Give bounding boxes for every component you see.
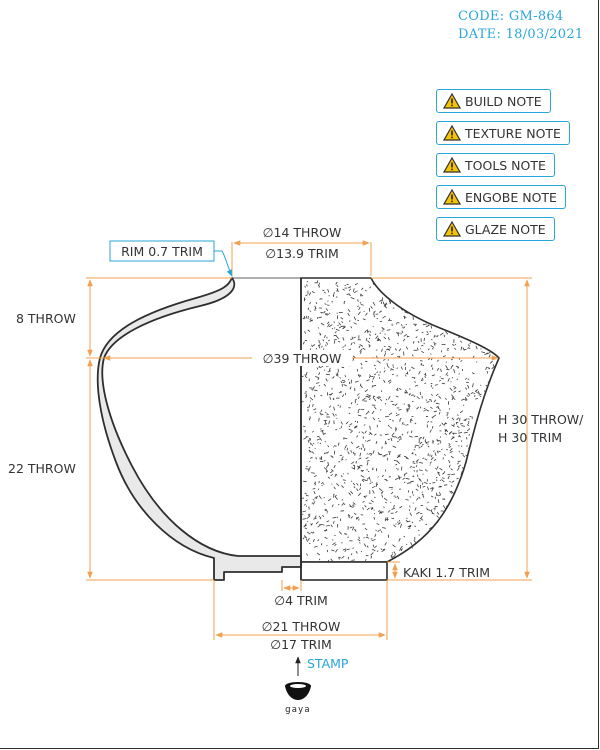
texture-mark — [303, 481, 306, 482]
texture-mark — [319, 340, 320, 343]
foot-height-label: KAKI 1.7 TRIM — [403, 565, 491, 580]
foot-ring-right — [301, 562, 387, 580]
texture-mark — [380, 410, 381, 411]
drawing-date: DATE: 18/03/2021 — [458, 27, 584, 42]
texture-mark — [446, 449, 448, 450]
texture-mark — [326, 526, 330, 527]
texture-mark — [349, 413, 350, 414]
height-upper-label: 8 THROW — [16, 311, 76, 326]
texture-mark — [350, 320, 351, 322]
texture-mark — [341, 543, 342, 544]
texture-mark — [432, 368, 433, 370]
texture-mark — [371, 509, 372, 510]
texture-mark — [466, 388, 467, 389]
base-trim-label: ∅17 TRIM — [270, 637, 332, 652]
texture-mark — [421, 380, 423, 381]
texture-mark — [416, 465, 417, 467]
texture-mark — [441, 350, 442, 352]
texture-mark — [401, 477, 402, 478]
texture-mark — [356, 461, 357, 463]
texture-mark — [348, 379, 349, 380]
texture-mark — [316, 348, 317, 349]
texture-mark — [366, 396, 368, 397]
top-throw-label: ∅14 THROW — [262, 225, 342, 240]
texture-mark — [351, 560, 355, 561]
texture-mark — [396, 468, 397, 469]
texture-mark — [410, 497, 412, 498]
texture-mark — [402, 328, 404, 329]
texture-mark — [468, 379, 470, 380]
texture-mark — [389, 366, 390, 368]
texture-mark — [305, 286, 306, 288]
texture-mark — [368, 471, 369, 472]
texture-mark — [430, 455, 431, 457]
texture-mark — [334, 322, 335, 323]
texture-mark — [337, 418, 338, 419]
texture-mark — [447, 350, 449, 351]
stamp-label: STAMP — [307, 656, 349, 671]
texture-mark — [340, 391, 341, 392]
texture-mark — [470, 343, 471, 345]
texture-mark — [413, 461, 415, 462]
texture-mark — [388, 439, 390, 440]
texture-mark — [467, 445, 468, 447]
texture-mark — [438, 444, 439, 445]
texture-mark — [409, 483, 412, 484]
texture-mark — [304, 505, 306, 506]
texture-mark — [451, 382, 452, 383]
drawing-code: CODE: GM-864 — [458, 9, 564, 24]
texture-mark — [334, 339, 337, 340]
texture-mark — [436, 480, 437, 482]
tools-note-label: TOOLS NOTE — [465, 157, 546, 173]
texture-mark — [446, 369, 449, 370]
texture-mark — [422, 332, 424, 333]
texture-mark — [431, 385, 432, 387]
texture-note-label: TEXTURE NOTE — [465, 125, 561, 141]
texture-mark — [334, 494, 335, 495]
texture-mark — [426, 416, 428, 417]
texture-mark — [350, 339, 352, 340]
texture-mark — [481, 385, 482, 386]
texture-mark — [426, 469, 427, 471]
rim-callout-label: RIM 0.7 TRIM — [121, 244, 203, 259]
texture-mark — [340, 406, 341, 408]
texture-mark — [329, 295, 330, 296]
texture-mark — [404, 326, 405, 328]
engobe-note-label: ENGOBE NOTE — [465, 189, 557, 205]
glaze-note-label: GLAZE NOTE — [465, 221, 546, 237]
texture-mark — [411, 421, 412, 424]
texture-mark — [361, 515, 364, 516]
texture-mark — [385, 441, 386, 444]
texture-mark — [446, 362, 447, 363]
texture-mark — [386, 443, 387, 445]
base-throw-label: ∅21 THROW — [261, 619, 341, 634]
texture-mark — [420, 349, 421, 350]
texture-mark — [389, 453, 390, 455]
top-trim-label: ∅13.9 TRIM — [265, 246, 339, 261]
total-height-throw-label: H 30 THROW/ — [498, 412, 584, 427]
texture-mark — [469, 434, 470, 436]
vessel-wall-section — [98, 278, 301, 580]
texture-mark — [359, 432, 360, 433]
texture-mark — [317, 280, 318, 282]
texture-mark — [469, 418, 470, 419]
texture-mark — [413, 503, 414, 504]
texture-mark — [466, 455, 468, 456]
texture-mark — [430, 465, 431, 466]
texture-mark — [444, 335, 445, 337]
texture-mark — [384, 507, 385, 509]
texture-mark — [370, 483, 372, 484]
texture-mark — [411, 481, 414, 482]
texture-mark — [458, 431, 459, 432]
texture-mark — [369, 454, 370, 455]
texture-mark — [456, 422, 458, 423]
texture-mark — [458, 414, 459, 416]
texture-mark — [393, 367, 394, 368]
texture-mark — [324, 370, 325, 371]
texture-mark — [385, 416, 389, 417]
texture-mark — [415, 381, 416, 383]
texture-mark — [332, 484, 333, 485]
max-diameter-label: ∅39 THROW — [262, 351, 342, 366]
texture-mark — [484, 390, 485, 391]
texture-mark — [318, 327, 319, 328]
texture-mark — [369, 338, 370, 339]
texture-mark — [406, 425, 407, 426]
texture-mark — [365, 361, 367, 362]
texture-mark — [332, 393, 333, 394]
gaya-logo — [285, 682, 311, 715]
texture-mark — [424, 408, 426, 409]
texture-mark — [400, 439, 401, 441]
texture-mark — [401, 333, 402, 335]
texture-mark — [341, 511, 345, 512]
texture-mark — [324, 497, 325, 498]
height-lower-label: 22 THROW — [8, 461, 76, 476]
texture-mark — [452, 485, 453, 487]
foot-inner-label: ∅4 TRIM — [274, 593, 328, 608]
texture-mark — [418, 530, 419, 531]
texture-mark — [443, 458, 444, 460]
texture-mark — [434, 510, 435, 511]
texture-mark — [334, 328, 335, 329]
texture-mark — [377, 482, 378, 483]
texture-mark — [311, 345, 312, 346]
texture-mark — [302, 514, 303, 515]
texture-mark — [309, 515, 311, 516]
build-note-label: BUILD NOTE — [465, 93, 542, 109]
texture-mark — [358, 299, 359, 302]
total-height-trim-label: H 30 TRIM — [498, 430, 563, 445]
gaya-logo-text: gaya — [285, 705, 311, 715]
texture-mark — [374, 517, 375, 520]
texture-mark — [405, 392, 406, 394]
texture-mark — [351, 380, 352, 384]
texture-mark — [420, 437, 422, 438]
texture-mark — [306, 316, 307, 319]
texture-mark — [337, 524, 338, 528]
texture-mark — [463, 405, 464, 406]
texture-mark — [457, 379, 458, 380]
texture-mark — [319, 286, 320, 288]
texture-mark — [376, 314, 379, 315]
texture-mark — [342, 458, 343, 461]
texture-mark — [423, 458, 425, 459]
texture-mark — [360, 448, 361, 449]
texture-mark — [432, 426, 433, 429]
texture-mark — [369, 376, 370, 378]
texture-mark — [342, 380, 345, 381]
texture-mark — [470, 416, 471, 417]
rim-callout-arrow — [214, 251, 232, 276]
texture-mark — [337, 373, 338, 375]
texture-mark — [423, 474, 424, 475]
texture-mark — [388, 535, 389, 538]
